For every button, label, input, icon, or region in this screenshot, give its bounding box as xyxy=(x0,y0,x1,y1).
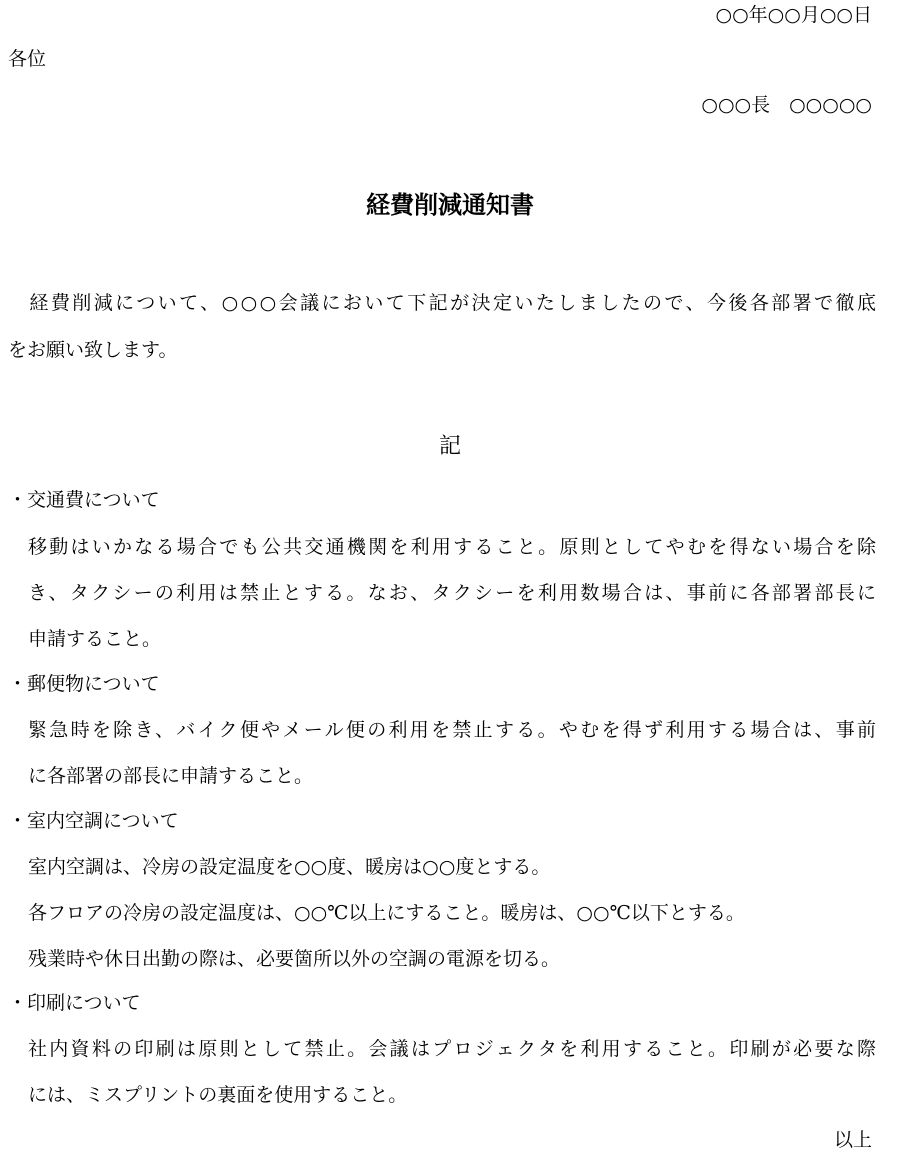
section-line: き、タクシーの利用は禁止とする。なお、タクシーを利用数場合は、事前に各部署部長に xyxy=(28,582,876,604)
section-line: 残業時や休日出勤の際は、必要箇所以外の空調の電源を切る。 xyxy=(28,948,561,970)
sender: ○○○長 ○○○○○ xyxy=(701,94,872,116)
section-line: 社内資料の印刷は原則として禁止。会議はプロジェクタを利用すること。印刷が必要な際 xyxy=(28,1038,876,1060)
section-line: 移動はいかなる場合でも公共交通機関を利用すること。原則としてやむを得ない場合を除 xyxy=(28,536,876,558)
ki-heading: 記 xyxy=(438,434,461,459)
closing-ijou: 以上 xyxy=(833,1129,872,1151)
section-line: には、ミスプリントの裏面を使用すること。 xyxy=(28,1084,408,1106)
section-heading-transport: ・交通費について xyxy=(8,489,160,511)
section-line: 室内空調は、冷房の設定温度を○○度、暖房は○○度とする。 xyxy=(28,856,551,878)
recipient: 各位 xyxy=(8,48,47,70)
section-line: 申請すること。 xyxy=(28,628,162,650)
document-title: 経費削減通知書 xyxy=(366,190,534,219)
intro-line-1: 経費削減について、○○○会議において下記が決定いたしましたので、今後各部署で徹底 xyxy=(8,292,876,314)
document-date: ○○年○○月○○日 xyxy=(715,4,872,26)
section-heading-mail: ・郵便物について xyxy=(8,673,160,695)
section-line: 緊急時を除き、バイク便やメール便の利用を禁止する。やむを得ず利用する場合は、事前 xyxy=(28,719,876,741)
section-heading-aircon: ・室内空調について xyxy=(8,810,179,832)
section-line: に各部署の部長に申請すること。 xyxy=(28,765,314,787)
section-heading-printing: ・印刷について xyxy=(8,992,141,1014)
intro-line-2: をお願い致します。 xyxy=(8,339,178,361)
section-line: 各フロアの冷房の設定温度は、○○℃以上にすること。暖房は、○○℃以下とする。 xyxy=(28,902,745,924)
